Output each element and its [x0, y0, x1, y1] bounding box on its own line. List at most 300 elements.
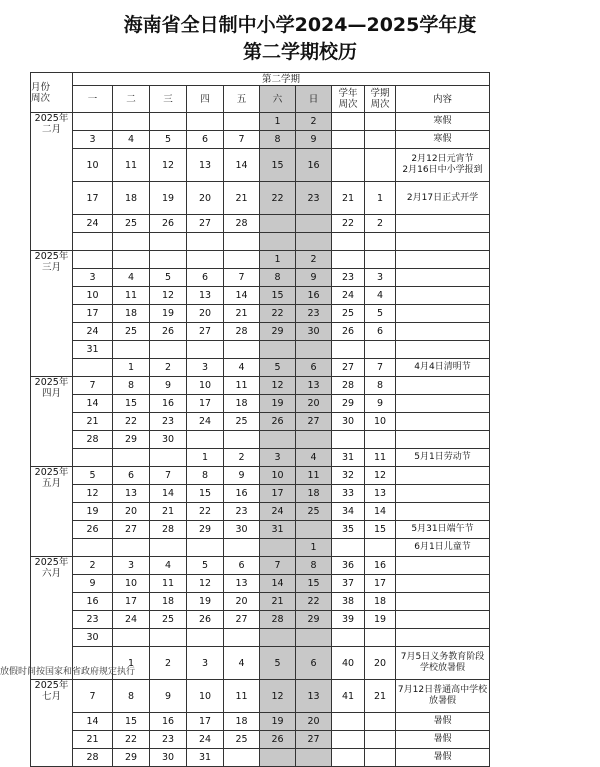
year-week-cell: 31 [332, 449, 365, 467]
date-cell: 31 [260, 521, 296, 539]
date-cell: 11 [296, 467, 332, 485]
content-cell [396, 323, 490, 341]
date-cell: 7 [150, 467, 187, 485]
year-week-cell: 27 [332, 359, 365, 377]
date-cell: 18 [296, 485, 332, 503]
year-week-cell [332, 251, 365, 269]
date-cell: 26 [260, 731, 296, 749]
term-week-cell: 10 [365, 413, 396, 431]
month-label: 2025年 四月 [31, 377, 73, 467]
date-cell [73, 113, 113, 131]
date-cell: 8 [187, 467, 224, 485]
year-week-cell: 24 [332, 287, 365, 305]
calendar-subtitle: 第二学期校历 [242, 41, 357, 63]
date-cell: 8 [296, 557, 332, 575]
date-cell [150, 341, 187, 359]
date-cell [113, 251, 150, 269]
date-cell [260, 749, 296, 767]
date-cell [224, 341, 260, 359]
date-cell: 14 [73, 713, 113, 731]
week-row [31, 323, 490, 341]
date-cell: 7 [224, 269, 260, 287]
date-cell: 17 [187, 713, 224, 731]
date-cell: 25 [224, 731, 260, 749]
content-cell [396, 251, 490, 269]
content-cell [396, 287, 490, 305]
date-cell: 7 [73, 680, 113, 713]
content-cell: 4月4日清明节 [396, 359, 490, 377]
term-week-cell: 21 [365, 680, 396, 713]
content-cell [396, 269, 490, 287]
date-cell: 6 [296, 647, 332, 680]
date-cell: 12 [260, 680, 296, 713]
date-cell: 17 [113, 593, 150, 611]
week-row [31, 539, 490, 557]
date-cell: 13 [296, 680, 332, 713]
date-cell: 16 [296, 287, 332, 305]
date-cell: 17 [187, 395, 224, 413]
date-cell: 23 [296, 182, 332, 215]
date-cell: 2 [150, 647, 187, 680]
date-cell: 11 [150, 575, 187, 593]
week-row [31, 113, 490, 131]
date-cell [296, 431, 332, 449]
year-week-cell: 29 [332, 395, 365, 413]
content-cell [396, 233, 490, 251]
date-cell: 14 [150, 485, 187, 503]
content-cell [396, 629, 490, 647]
date-cell [187, 113, 224, 131]
date-cell: 22 [260, 305, 296, 323]
date-cell: 19 [150, 305, 187, 323]
week-row [31, 341, 490, 359]
date-cell: 15 [260, 287, 296, 305]
week-row [31, 413, 490, 431]
year-week-cell [332, 113, 365, 131]
content-cell: 暑假 [396, 713, 490, 731]
date-cell: 26 [260, 413, 296, 431]
term-week-cell: 16 [365, 557, 396, 575]
date-cell: 27 [187, 215, 224, 233]
date-cell: 25 [113, 323, 150, 341]
year-week-cell [332, 233, 365, 251]
date-cell: 10 [187, 377, 224, 395]
date-cell: 17 [73, 182, 113, 215]
content-cell [396, 557, 490, 575]
year-week-cell: 30 [332, 413, 365, 431]
date-cell: 22 [113, 731, 150, 749]
month-label: 2025年 七月 [31, 680, 73, 767]
month-label: 2025年 三月 [31, 251, 73, 377]
date-cell: 29 [296, 611, 332, 629]
date-cell: 10 [73, 287, 113, 305]
date-cell: 13 [187, 149, 224, 182]
term-week-cell: 6 [365, 323, 396, 341]
weekday-header: 三 [150, 86, 187, 113]
date-cell: 13 [113, 485, 150, 503]
term-week-cell: 7 [365, 359, 396, 377]
date-cell: 20 [113, 503, 150, 521]
date-cell: 23 [296, 305, 332, 323]
week-row [31, 749, 490, 767]
year-week-cell: 26 [332, 323, 365, 341]
month-label: 2025年 五月 [31, 467, 73, 557]
term-week-cell: 9 [365, 395, 396, 413]
content-cell: 寒假 [396, 113, 490, 131]
date-cell [260, 539, 296, 557]
school-calendar-table [30, 72, 490, 767]
content-cell: 2月17日正式开学 [396, 182, 490, 215]
week-row [31, 377, 490, 395]
year-week-cell [332, 629, 365, 647]
date-cell [224, 629, 260, 647]
content-cell: 5月1日劳动节 [396, 449, 490, 467]
date-cell [187, 341, 224, 359]
date-cell [73, 233, 113, 251]
term-week-cell: 15 [365, 521, 396, 539]
year-week-cell: 38 [332, 593, 365, 611]
content-cell [396, 305, 490, 323]
date-cell: 21 [224, 305, 260, 323]
weekday-header: 六 [260, 86, 296, 113]
date-cell: 28 [224, 323, 260, 341]
term-week-cell: 11 [365, 449, 396, 467]
weekday-header: 四 [187, 86, 224, 113]
term-week-cell: 3 [365, 269, 396, 287]
date-cell: 19 [73, 503, 113, 521]
week-row [31, 251, 490, 269]
content-cell [396, 575, 490, 593]
year-week-cell: 32 [332, 467, 365, 485]
date-cell [73, 359, 113, 377]
date-cell: 29 [113, 749, 150, 767]
date-cell: 11 [113, 149, 150, 182]
content-cell [396, 413, 490, 431]
date-cell: 24 [73, 323, 113, 341]
date-cell [150, 233, 187, 251]
date-cell [260, 629, 296, 647]
date-cell [150, 629, 187, 647]
term-week-cell [365, 113, 396, 131]
date-cell: 5 [150, 269, 187, 287]
date-cell: 24 [73, 215, 113, 233]
date-cell: 20 [187, 182, 224, 215]
date-cell: 16 [296, 149, 332, 182]
term-week-cell [365, 731, 396, 749]
date-cell: 2 [296, 251, 332, 269]
week-row [31, 395, 490, 413]
calendar-title: 海南省全日制中小学2024—2025学年度 [123, 14, 477, 36]
date-cell: 23 [150, 413, 187, 431]
date-cell: 20 [296, 713, 332, 731]
date-cell [224, 251, 260, 269]
date-cell: 15 [260, 149, 296, 182]
date-cell: 2 [150, 359, 187, 377]
date-cell: 9 [296, 131, 332, 149]
date-cell: 7 [73, 377, 113, 395]
date-cell: 25 [150, 611, 187, 629]
year-week-cell [332, 713, 365, 731]
date-cell: 14 [73, 395, 113, 413]
date-cell: 10 [187, 680, 224, 713]
term-week-cell: 17 [365, 575, 396, 593]
date-cell: 6 [187, 269, 224, 287]
date-cell [150, 251, 187, 269]
date-cell: 28 [224, 215, 260, 233]
date-cell [296, 341, 332, 359]
year-week-cell [332, 749, 365, 767]
year-week-cell [332, 131, 365, 149]
term-week-cell [365, 431, 396, 449]
date-cell: 5 [150, 131, 187, 149]
date-cell: 29 [260, 323, 296, 341]
date-cell: 29 [113, 431, 150, 449]
date-cell: 13 [224, 575, 260, 593]
date-cell [187, 539, 224, 557]
week-row [31, 680, 490, 713]
date-cell: 20 [187, 305, 224, 323]
date-cell: 9 [73, 575, 113, 593]
content-cell [396, 611, 490, 629]
date-cell: 15 [187, 485, 224, 503]
year-week-cell: 21 [332, 182, 365, 215]
date-cell: 12 [260, 377, 296, 395]
content-cell [396, 431, 490, 449]
term-week-cell: 1 [365, 182, 396, 215]
week-row [31, 215, 490, 233]
week-row [31, 521, 490, 539]
week-row [31, 305, 490, 323]
date-cell [224, 233, 260, 251]
year-week-cell: 23 [332, 269, 365, 287]
date-cell: 9 [296, 269, 332, 287]
date-cell: 4 [224, 647, 260, 680]
content-cell [396, 341, 490, 359]
term-week-cell: 13 [365, 485, 396, 503]
date-cell [260, 233, 296, 251]
date-cell: 5 [73, 467, 113, 485]
date-cell: 6 [224, 557, 260, 575]
semester-header: 第二学期 [73, 73, 490, 86]
date-cell: 27 [187, 323, 224, 341]
term-week-cell [365, 749, 396, 767]
date-cell: 26 [73, 521, 113, 539]
content-cell [396, 215, 490, 233]
date-cell [296, 521, 332, 539]
date-cell [113, 629, 150, 647]
year-week-cell: 22 [332, 215, 365, 233]
date-cell: 30 [73, 629, 113, 647]
date-cell: 16 [150, 713, 187, 731]
date-cell: 22 [296, 593, 332, 611]
date-cell: 18 [224, 395, 260, 413]
date-cell: 13 [296, 377, 332, 395]
date-cell [224, 113, 260, 131]
date-cell: 6 [113, 467, 150, 485]
date-cell [113, 341, 150, 359]
date-cell: 24 [260, 503, 296, 521]
content-cell: 暑假 [396, 731, 490, 749]
term-week-cell: 5 [365, 305, 396, 323]
date-cell: 1 [187, 449, 224, 467]
week-row [31, 713, 490, 731]
content-cell [396, 593, 490, 611]
date-cell: 28 [260, 611, 296, 629]
date-cell: 10 [260, 467, 296, 485]
content-cell: 5月31日端午节 [396, 521, 490, 539]
date-cell: 20 [296, 395, 332, 413]
date-cell: 4 [150, 557, 187, 575]
term-week-cell: 8 [365, 377, 396, 395]
week-row [31, 359, 490, 377]
date-cell: 27 [113, 521, 150, 539]
date-cell: 20 [224, 593, 260, 611]
content-cell [396, 377, 490, 395]
date-cell: 13 [187, 287, 224, 305]
date-cell: 28 [150, 521, 187, 539]
date-cell: 27 [224, 611, 260, 629]
date-cell [73, 251, 113, 269]
week-row [31, 182, 490, 215]
date-cell: 12 [150, 287, 187, 305]
content-cell [396, 485, 490, 503]
year-week-header: 学年 周次 [332, 86, 365, 113]
week-row [31, 593, 490, 611]
date-cell: 31 [73, 341, 113, 359]
term-week-cell [365, 713, 396, 731]
date-cell: 18 [150, 593, 187, 611]
date-cell: 3 [187, 647, 224, 680]
date-cell: 5 [260, 647, 296, 680]
date-cell: 2 [224, 449, 260, 467]
year-week-cell: 40 [332, 647, 365, 680]
date-cell: 15 [113, 713, 150, 731]
term-week-cell: 2 [365, 215, 396, 233]
year-week-cell: 25 [332, 305, 365, 323]
date-cell [260, 431, 296, 449]
date-cell: 23 [73, 611, 113, 629]
week-row [31, 611, 490, 629]
weekday-header: 五 [224, 86, 260, 113]
year-week-cell [332, 731, 365, 749]
date-cell: 14 [224, 287, 260, 305]
term-week-cell [365, 341, 396, 359]
date-cell: 15 [113, 395, 150, 413]
term-week-cell [365, 629, 396, 647]
date-cell [296, 749, 332, 767]
content-cell: 暑假 [396, 749, 490, 767]
date-cell: 26 [187, 611, 224, 629]
date-cell [113, 539, 150, 557]
week-row [31, 269, 490, 287]
date-cell: 5 [187, 557, 224, 575]
content-cell: 6月1日儿童节 [396, 539, 490, 557]
date-cell [187, 233, 224, 251]
date-cell: 16 [150, 395, 187, 413]
date-cell [296, 629, 332, 647]
year-week-cell: 35 [332, 521, 365, 539]
term-week-cell [365, 251, 396, 269]
date-cell [113, 233, 150, 251]
date-cell: 3 [73, 269, 113, 287]
content-cell: 2月12日元宵节 2月16日中小学报到 [396, 149, 490, 182]
date-cell [150, 539, 187, 557]
date-cell: 28 [73, 749, 113, 767]
year-week-cell: 33 [332, 485, 365, 503]
content-cell [396, 503, 490, 521]
term-week-cell: 14 [365, 503, 396, 521]
date-cell: 30 [296, 323, 332, 341]
year-week-cell: 39 [332, 611, 365, 629]
date-cell: 17 [73, 305, 113, 323]
date-cell: 3 [73, 131, 113, 149]
date-cell [187, 251, 224, 269]
date-cell: 11 [224, 377, 260, 395]
date-cell: 29 [187, 521, 224, 539]
date-cell: 14 [260, 575, 296, 593]
date-cell: 21 [73, 413, 113, 431]
date-cell: 1 [113, 359, 150, 377]
date-cell [113, 113, 150, 131]
date-cell [224, 431, 260, 449]
date-cell: 10 [73, 149, 113, 182]
date-cell: 4 [296, 449, 332, 467]
date-cell: 2 [296, 113, 332, 131]
date-cell: 12 [73, 485, 113, 503]
date-cell [150, 449, 187, 467]
date-cell: 23 [224, 503, 260, 521]
year-week-cell: 28 [332, 377, 365, 395]
date-cell: 11 [224, 680, 260, 713]
week-row [31, 575, 490, 593]
date-cell: 19 [260, 395, 296, 413]
date-cell: 18 [113, 305, 150, 323]
date-cell [296, 215, 332, 233]
date-cell: 19 [187, 593, 224, 611]
date-cell: 8 [113, 680, 150, 713]
date-cell: 31 [187, 749, 224, 767]
date-cell: 1 [296, 539, 332, 557]
date-cell: 18 [224, 713, 260, 731]
week-row [31, 629, 490, 647]
date-cell: 1 [113, 647, 150, 680]
date-cell: 24 [187, 413, 224, 431]
year-week-cell [332, 341, 365, 359]
date-cell: 21 [224, 182, 260, 215]
date-cell: 6 [296, 359, 332, 377]
date-cell: 22 [113, 413, 150, 431]
date-cell [296, 233, 332, 251]
month-label: 2025年 六月 [31, 557, 73, 680]
year-week-cell: 34 [332, 503, 365, 521]
content-cell: 7月5日义务教育阶段 学校放暑假 [396, 647, 490, 680]
date-cell: 21 [150, 503, 187, 521]
term-week-cell [365, 539, 396, 557]
date-cell: 24 [187, 731, 224, 749]
week-row [31, 503, 490, 521]
date-cell: 25 [224, 413, 260, 431]
date-cell: 30 [224, 521, 260, 539]
date-cell [224, 539, 260, 557]
term-week-cell: 18 [365, 593, 396, 611]
content-cell [396, 395, 490, 413]
date-cell: 2 [73, 557, 113, 575]
date-cell: 18 [113, 182, 150, 215]
date-cell: 9 [224, 467, 260, 485]
term-week-cell [365, 149, 396, 182]
date-cell: 6 [187, 131, 224, 149]
date-cell: 9 [150, 680, 187, 713]
